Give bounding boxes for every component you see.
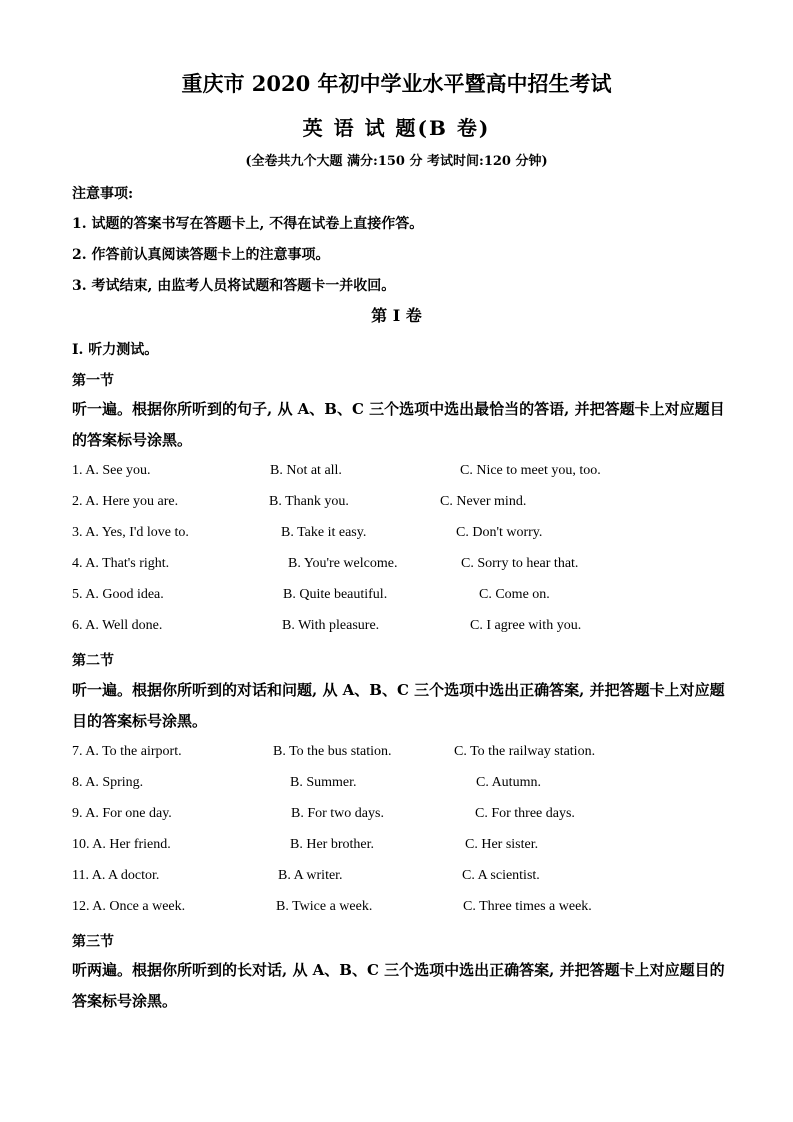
option-c: C. Three times a week. bbox=[463, 899, 592, 914]
option-a: 12. A. Once a week. bbox=[72, 899, 186, 914]
option-a: 6. A. Well done. bbox=[72, 618, 163, 633]
notes-heading: 注意事项: bbox=[72, 186, 134, 202]
option-a: 10. A. Her friend. bbox=[72, 837, 171, 852]
option-a: 2. A. Here you are. bbox=[72, 494, 179, 509]
option-b: B. A writer. bbox=[278, 868, 343, 883]
section-2-title: 第二节 bbox=[72, 653, 114, 669]
question-row bbox=[0, 618, 793, 638]
option-b: B. Take it easy. bbox=[281, 525, 367, 540]
listening-heading: I. 听力测试。 bbox=[72, 342, 159, 358]
question-row bbox=[0, 463, 793, 483]
section-3-title: 第三节 bbox=[72, 934, 114, 950]
option-c: C. Sorry to hear that. bbox=[461, 556, 579, 571]
option-c: C. Her sister. bbox=[465, 837, 539, 852]
option-b: B. Summer. bbox=[290, 775, 357, 790]
option-a: 8. A. Spring. bbox=[72, 775, 144, 790]
option-b: B. With pleasure. bbox=[282, 618, 380, 633]
option-a: 11. A. A doctor. bbox=[72, 868, 160, 883]
option-a: 1. A. See you. bbox=[72, 463, 151, 478]
option-c: C. Don't worry. bbox=[456, 525, 543, 540]
option-c: C. Nice to meet you, too. bbox=[460, 463, 601, 478]
section-3-instruction: 听两遍。根据你所听到的长对话, 从 A、B、C 三个选项中选出正确答案, 并把答题卡上对应题目的答案标号涂黑。 bbox=[72, 961, 725, 1010]
question-row bbox=[0, 775, 793, 795]
option-c: C. For three days. bbox=[475, 806, 575, 821]
option-b: B. Her brother. bbox=[290, 837, 374, 852]
option-a: 4. A. That's right. bbox=[72, 556, 170, 571]
section-1-title: 第一节 bbox=[72, 373, 114, 389]
question-row bbox=[0, 744, 793, 764]
question-row bbox=[0, 868, 793, 888]
option-b: B. Quite beautiful. bbox=[283, 587, 388, 602]
option-a: 3. A. Yes, I'd love to. bbox=[72, 525, 189, 540]
option-c: C. To the railway station. bbox=[454, 744, 596, 759]
option-b: B. For two days. bbox=[291, 806, 384, 821]
option-b: B. Twice a week. bbox=[276, 899, 373, 914]
option-a: 7. A. To the airport. bbox=[72, 744, 182, 759]
option-a: 9. A. For one day. bbox=[72, 806, 172, 821]
note-item-1: 1. 试题的答案书写在答题卡上, 不得在试卷上直接作答。 bbox=[72, 216, 424, 232]
part-title: 第 I 卷 bbox=[371, 306, 422, 325]
question-row bbox=[0, 587, 793, 607]
option-c: C. Come on. bbox=[479, 587, 550, 602]
section-2-instruction: 听一遍。根据你所听到的对话和问题, 从 A、B、C 三个选项中选出正确答案, 并把答题卡上对应题目的答案标号涂黑。 bbox=[72, 681, 725, 730]
option-c: C. Never mind. bbox=[440, 494, 527, 509]
exam-subtitle: 英 语 试 题(B 卷) bbox=[302, 116, 491, 140]
option-c: C. Autumn. bbox=[476, 775, 541, 790]
option-c: C. I agree with you. bbox=[470, 618, 582, 633]
question-row bbox=[0, 899, 793, 919]
option-a: 5. A. Good idea. bbox=[72, 587, 164, 602]
section-1-instruction: 听一遍。根据你所听到的句子, 从 A、B、C 三个选项中选出最恰当的答语, 并把答题卡上对应题目的答案标号涂黑。 bbox=[72, 400, 725, 449]
question-row bbox=[0, 494, 793, 514]
option-b: B. Thank you. bbox=[269, 494, 349, 509]
note-item-2: 2. 作答前认真阅读答题卡上的注意事项。 bbox=[72, 247, 330, 263]
question-row bbox=[0, 556, 793, 576]
option-b: B. To the bus station. bbox=[273, 744, 392, 759]
option-b: B. You're welcome. bbox=[288, 556, 398, 571]
question-row bbox=[0, 525, 793, 545]
note-item-3: 3. 考试结束, 由监考人员将试题和答题卡一并收回。 bbox=[72, 278, 396, 294]
question-row bbox=[0, 806, 793, 826]
option-b: B. Not at all. bbox=[270, 463, 342, 478]
exam-title: 重庆市 2020 年初中学业水平暨高中招生考试 bbox=[181, 71, 612, 96]
exam-meta: (全卷共九个大题 满分:150 分 考试时间:120 分钟) bbox=[245, 154, 548, 169]
question-row bbox=[0, 837, 793, 857]
option-c: C. A scientist. bbox=[462, 868, 540, 883]
